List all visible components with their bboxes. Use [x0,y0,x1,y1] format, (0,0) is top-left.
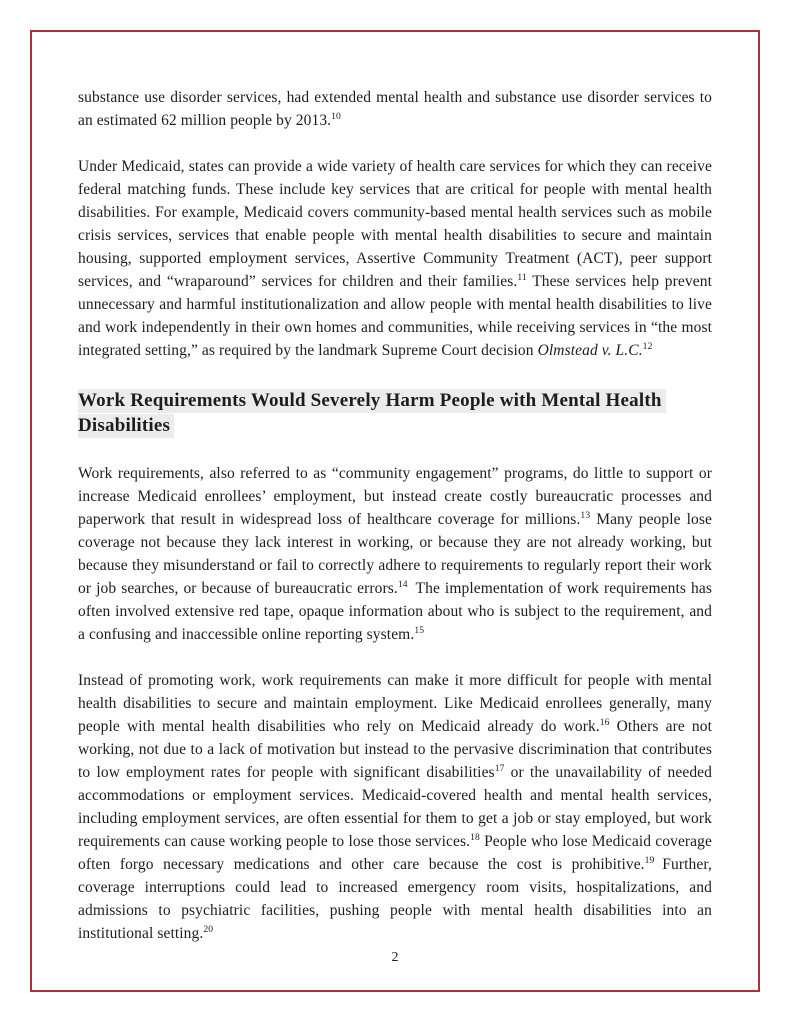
paragraph-substance-use [78,86,712,132]
footnote-ref: 12 [642,340,653,352]
footnote-ref: 19 [644,854,655,866]
footnote-ref: 11 [517,271,527,283]
paragraph-under-medicaid [78,155,712,362]
footnote-ref: 18 [470,831,480,843]
text-run: The implementation of work requirements has often involved extensive red tape, opaque information about who is subject to the requirement, and a confusing and inaccessible online reporting system. [78,580,713,643]
paragraph-instead-of-promoting [78,669,712,945]
section-heading-work-requirements [78,388,712,438]
text-run: Others are not working, not due to a lack of motivation but instead to the pervasive discrimination that contributes to low employment rates for people with significant disabilities [78,718,712,781]
footnote-ref: 17 [494,762,505,774]
text-run: substance use disorder services, had extended mental health and substance use disorder services to an estimated 62 million people by 2013. [78,89,712,129]
text-run: Instead of promoting work, work requirements can make it more difficult for people with mental health disabilities to secure and maintain employment. Like Medicaid enrollees generally, many people with mental health disabilities who rely on Medicaid already do work. [78,672,712,735]
page-number: 2 [391,950,399,965]
text-run: Work requirements, also referred to as “community engagement” programs, do little to support or increase Medicaid enrollees’ employment, but instead create costly bureaucratic processes and paperwork that result in widespread loss of healthcare coverage for millions. [78,465,712,528]
text-run: Olmstead v. L.C. [537,342,643,359]
footnote-ref: 20 [203,923,214,935]
paragraph-work-requirements [78,462,712,646]
text-run: Work Requirements Would Severely Harm People with Mental Health Disabilities [78,389,666,438]
text-run: Many people lose coverage not because they lack interest in working, or because they are not already working, but because they misunderstand or fail to correctly adhere to requirements to regularly report their work or job searches, or because of bureaucratic errors. [78,511,712,597]
footnote-ref: 10 [331,110,341,122]
text-run: These services help prevent unnecessary and harmful institutionalization and allow people with mental health disabilities to live and work independently in their own homes and communities, while receiving services in “the most integrated setting,” as required by the landmark Supreme Court decision [78,273,712,359]
text-run: People who lose Medicaid coverage often forgo necessary medications and other care because the cost is prohibitive. [78,833,712,873]
text-run: or the unavailability of needed accommodations or employment services. Medicaid-covered health and mental health services, including employment services, are often essential for them to get a job or stay employed, but work requirements can cause working people to lose those services. [78,764,712,850]
text-run: Under Medicaid, states can provide a wide variety of health care services for which they can receive federal matching funds. These include key services that are critical for people with mental health disabilities. For example, Medicaid covers community-based mental health services such as mobile crisis services, services that enable people with mental health disabilities to secure and maintain housing, supported employment services, Assertive Community Treatment (ACT), peer support services, and “wraparound” services for children and their families. [78,158,712,290]
document-body [78,86,712,968]
footnote-ref: 15 [414,624,425,636]
page-border [30,30,760,992]
text-run: Further, coverage interruptions could lead to increased emergency room visits, hospitalizations, and admissions to psychiatric facilities, pushing people with mental health disabilities into an institutional setting. [78,856,712,942]
footnote-ref: 14 [397,578,408,590]
footnote-ref: 16 [599,716,610,728]
footnote-ref: 13 [580,509,591,521]
